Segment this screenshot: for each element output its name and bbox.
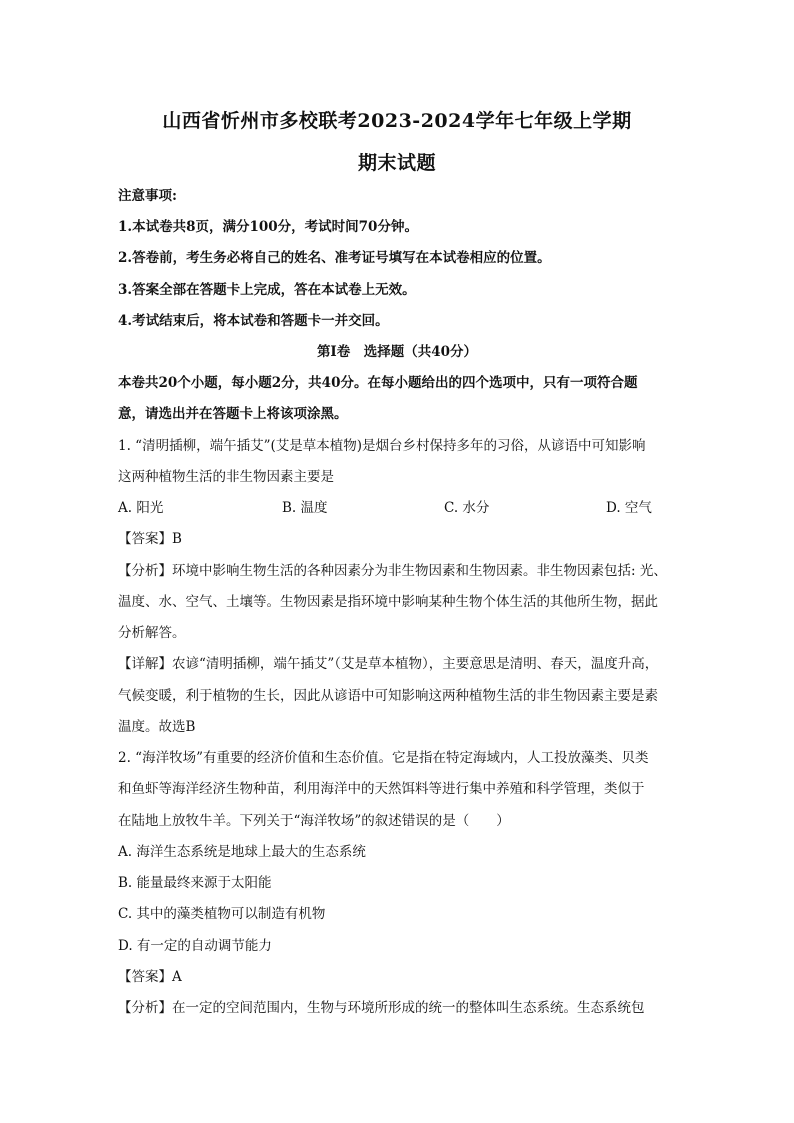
q1-option-a: A. 阳光 — [118, 500, 164, 516]
q1-stem-line1: 1. “清明插柳，端午插艾”(艾是草本植物)是烟台乡村保持多年的习俗，从谚语中可知影响 — [118, 438, 646, 454]
q1-answer: 【答案】B — [118, 531, 182, 547]
q2-answer: 【答案】A — [118, 969, 182, 985]
exam-title-line1: 山西省忻州市多校联考2023-2024学年七年级上学期 — [162, 110, 632, 132]
q1-detail-line1: 【详解】农谚“清明插柳，端午插艾”（艾是草本植物），主要意思是清明、春天，温度升高， — [118, 656, 659, 672]
q2-analysis-line1: 【分析】在一定的空间范围内，生物与环境所形成的统一的整体叫生态系统。生态系统包 — [118, 1000, 645, 1016]
q1-analysis-line3: 分析解答。 — [118, 625, 186, 641]
q2-stem-line2: 和鱼虾等海洋经济生物种苗，利用海洋中的天然饵料等进行集中养殖和科学管理，类似于 — [118, 781, 645, 797]
q2-option-d: D. 有一定的自动调节能力 — [118, 938, 272, 954]
notice-item-2: 2.答卷前，考生务必将自己的姓名、准考证号填写在本试卷相应的位置。 — [118, 250, 551, 266]
q2-stem-line3: 在陆地上放牧牛羊。下列关于“海洋牧场”的叙述错误的是（ ） — [118, 813, 510, 829]
q1-detail-line3: 温度。故选B — [118, 719, 196, 735]
q2-option-c: C. 其中的藻类植物可以制造有机物 — [118, 906, 326, 922]
q1-analysis-line1: 【分析】环境中影响生物生活的各种因素分为非生物因素和生物因素。非生物因素包括: 光、 — [118, 563, 667, 579]
notice-heading: 注意事项: — [118, 188, 177, 204]
q1-analysis-line2: 温度、水、空气、土壤等。生物因素是指环境中影响某种生物个体生活的其他所生物，据此 — [118, 594, 658, 610]
q2-option-a: A. 海洋生态系统是地球上最大的生态系统 — [118, 844, 366, 860]
section-intro-line2: 意，请选出并在答题卡上将该项涂黑。 — [118, 406, 348, 422]
notice-item-1: 1.本试卷共8页，满分100分，考试时间70分钟。 — [118, 219, 418, 235]
notice-item-4: 4.考试结束后，将本试卷和答题卡一并交回。 — [118, 313, 389, 329]
q1-detail-line2: 气候变暖，利于植物的生长，因此从谚语中可知影响这两种植物生活的非生物因素主要是素 — [118, 688, 658, 704]
q2-option-b: B. 能量最终来源于太阳能 — [118, 875, 272, 891]
q1-option-b: B. 温度 — [282, 500, 328, 516]
section-intro-line1: 本卷共20个小题，每小题2分，共40分。在每小题给出的四个选项中，只有一项符合题 — [118, 375, 638, 391]
q2-stem-line1: 2. “海洋牧场”有重要的经济价值和生态价值。它是指在特定海域内，人工投放藻类、贝类 — [118, 750, 649, 766]
section-heading: 第Ⅰ卷 选择题（共40分） — [316, 344, 478, 360]
notice-item-3: 3.答案全部在答题卡上完成，答在本试卷上无效。 — [118, 282, 416, 298]
q1-option-c: C. 水分 — [444, 500, 490, 516]
q1-option-d: D. 空气 — [606, 500, 652, 516]
exam-title-line2: 期末试题 — [357, 152, 436, 174]
q1-stem-line2: 这两种植物生活的非生物因素主要是 — [118, 469, 334, 485]
